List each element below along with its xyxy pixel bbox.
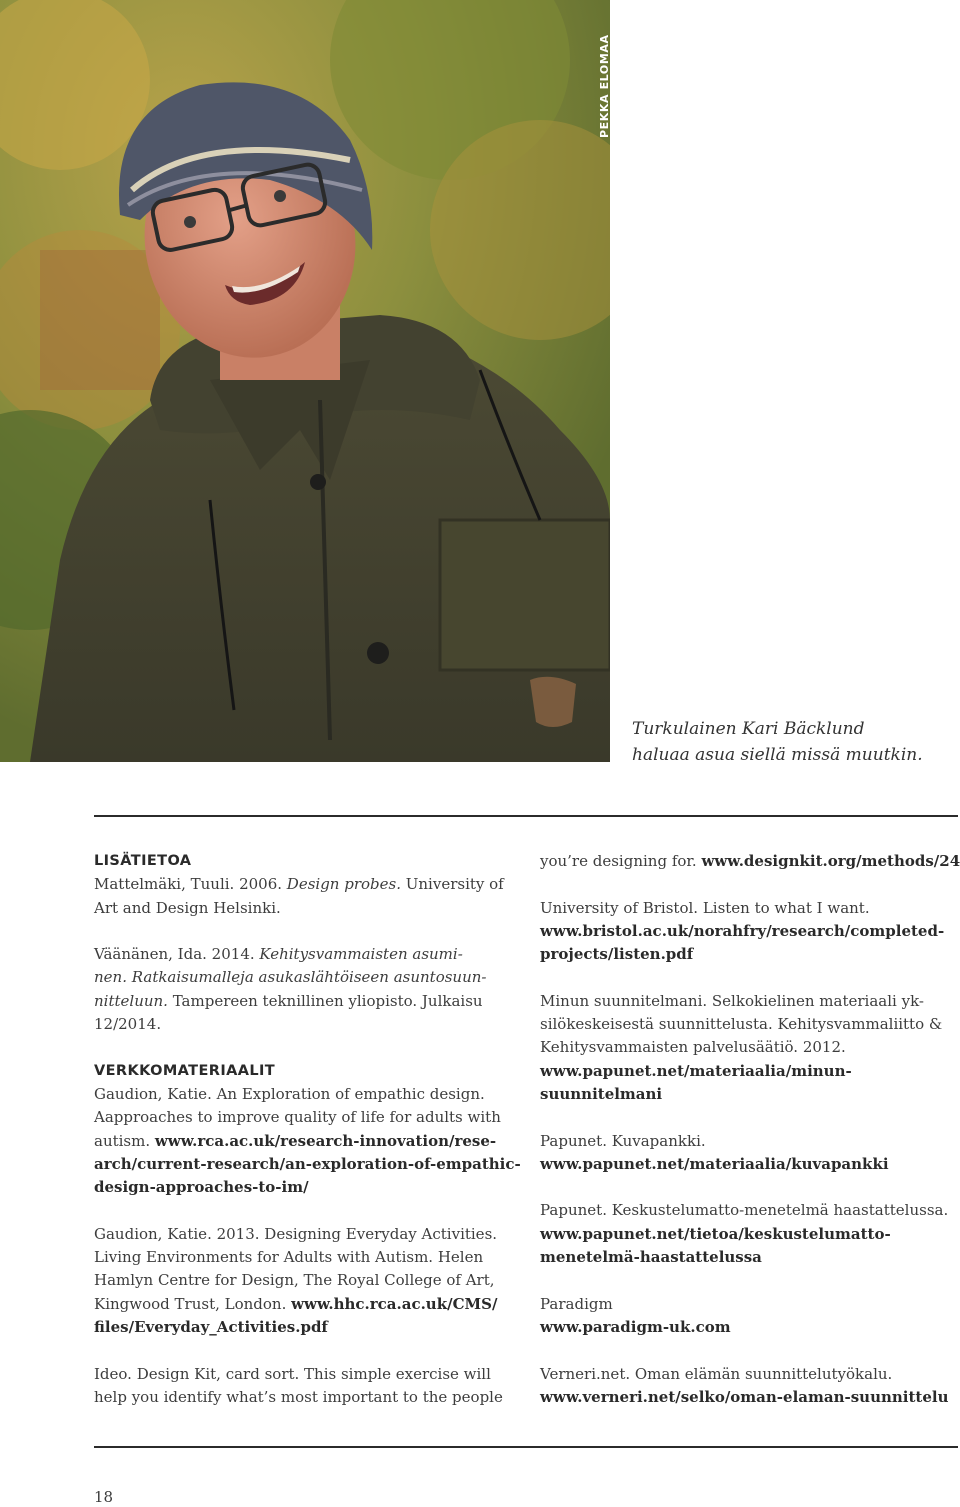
reference-link[interactable]: www.bristol.ac.uk/norahfry/research/completed- <box>540 921 945 940</box>
reference-paradigm <box>540 1293 958 1340</box>
reference-text: Tampereen teknillinen yliopisto. Julkaisu <box>167 991 483 1010</box>
reference-minun-suunnitelmani <box>540 990 958 1106</box>
reference-text: Väänänen, Ida. 2014. <box>94 945 260 964</box>
reference-line: silökeskeisestä suunnittelusta. Kehitysvammaliitto & <box>540 1015 943 1034</box>
reference-gaudion-empathic <box>94 1083 534 1199</box>
heading-more-info: LISÄTIETOA <box>94 853 192 869</box>
reference-line: Gaudion, Katie. 2013. Designing Everyday Activities. <box>94 1224 498 1243</box>
reference-line: Hamlyn Centre for Design, The Royal College of Art, <box>94 1271 495 1290</box>
reference-keskustelumatto <box>540 1199 958 1269</box>
reference-text: autism. <box>94 1131 155 1150</box>
reference-title: nitteluun. <box>94 991 168 1010</box>
reference-link[interactable]: www.papunet.net/materiaalia/kuvapankki <box>540 1154 889 1173</box>
reference-ideo <box>94 1363 534 1410</box>
reference-link[interactable]: projects/listen.pdf <box>540 945 694 964</box>
reference-line: Gaudion, Katie. An Exploration of empathic design. <box>94 1084 485 1103</box>
reference-link[interactable]: design-approaches-to-im/ <box>94 1178 309 1197</box>
reference-link[interactable]: www.rca.ac.uk/research-innovation/rese- <box>154 1131 497 1150</box>
reference-line <box>94 943 534 966</box>
reference-line <box>94 1130 534 1153</box>
caption-line: Turkulainen Kari Bäcklund <box>632 719 865 739</box>
photo-caption <box>632 716 952 768</box>
reference-link[interactable]: files/Everyday_Activities.pdf <box>94 1317 328 1336</box>
reference-line: Ideo. Design Kit, card sort. This simple exercise will <box>94 1364 491 1383</box>
caption-line: haluaa asua siellä missä muutkin. <box>632 745 923 765</box>
reference-line: 12/2014. <box>94 1015 162 1034</box>
reference-title: Kehitysvammaisten asumi- <box>259 945 463 964</box>
reference-link[interactable]: menetelmä-haastattelussa <box>540 1248 762 1267</box>
reference-line: Papunet. Kuvapankki. <box>540 1131 706 1150</box>
reference-link[interactable]: www.hhc.rca.ac.uk/CMS/ <box>291 1294 498 1313</box>
reference-gaudion-everyday <box>94 1223 534 1339</box>
reference-line: Paradigm <box>540 1294 613 1313</box>
page-number: 18 <box>94 1488 114 1506</box>
reference-mattelmaki <box>94 873 534 920</box>
reference-text: Mattelmäki, Tuuli. 2006. <box>94 875 287 894</box>
reference-link[interactable]: www.paradigm-uk.com <box>540 1317 731 1336</box>
right-column <box>540 850 958 1409</box>
reference-line: Aapproaches to improve quality of life for adults with <box>94 1108 501 1127</box>
reference-line: Verneri.net. Oman elämän suunnittelutyökalu. <box>540 1364 893 1383</box>
reference-link[interactable]: www.papunet.net/materiaalia/minun- <box>540 1061 852 1080</box>
reference-line <box>94 1293 534 1316</box>
reference-verneri <box>540 1363 958 1410</box>
reference-line <box>94 873 534 896</box>
reference-line: University of Bristol. Listen to what I want. <box>540 898 870 917</box>
reference-line: Minun suunnitelmani. Selkokielinen materiaali yk- <box>540 991 924 1010</box>
reference-kuvapankki <box>540 1130 958 1177</box>
reference-text: University of <box>400 875 504 894</box>
reference-line <box>94 990 534 1013</box>
reference-bristol <box>540 897 958 967</box>
reference-line: Papunet. Keskustelumatto-menetelmä haastattelussa. <box>540 1201 949 1220</box>
reference-line <box>540 850 958 873</box>
reference-vaananen <box>94 943 534 1036</box>
reference-link[interactable]: suunnitelmani <box>540 1084 663 1103</box>
portrait-illustration <box>0 0 610 762</box>
left-column <box>94 850 534 1409</box>
reference-line: help you identify what’s most important to the people <box>94 1387 503 1406</box>
photo-credit <box>586 0 610 150</box>
bottom-divider <box>94 1446 958 1448</box>
top-divider <box>94 815 958 817</box>
portrait-photo <box>0 0 610 762</box>
reference-title: Design probes. <box>286 875 401 894</box>
reference-text: you’re designing for. <box>540 852 702 870</box>
reference-line: Living Environments for Adults with Autism. Helen <box>94 1248 484 1267</box>
photo-credit-text: PEKKA ELOMAA <box>598 34 611 138</box>
reference-link[interactable]: www.papunet.net/tietoa/keskustelumatto- <box>540 1224 891 1243</box>
reference-line: Kehitysvammaisten palvelusäätiö. 2012. <box>540 1038 846 1057</box>
reference-link[interactable]: www.verneri.net/selko/oman-elaman-suunnittelu <box>540 1387 949 1406</box>
reference-link[interactable]: arch/current-research/an-exploration-of-empathic- <box>94 1154 521 1173</box>
heading-online-materials: VERKKOMATERIAALIT <box>94 1062 276 1079</box>
reference-text: Kingwood Trust, London. <box>94 1294 292 1313</box>
reference-line: nen. Ratkaisumalleja asukaslähtöiseen asuntosuun- <box>94 968 487 987</box>
reference-line: Art and Design Helsinki. <box>94 898 281 917</box>
reference-link[interactable]: www.designkit.org/methods/24 <box>701 852 960 870</box>
